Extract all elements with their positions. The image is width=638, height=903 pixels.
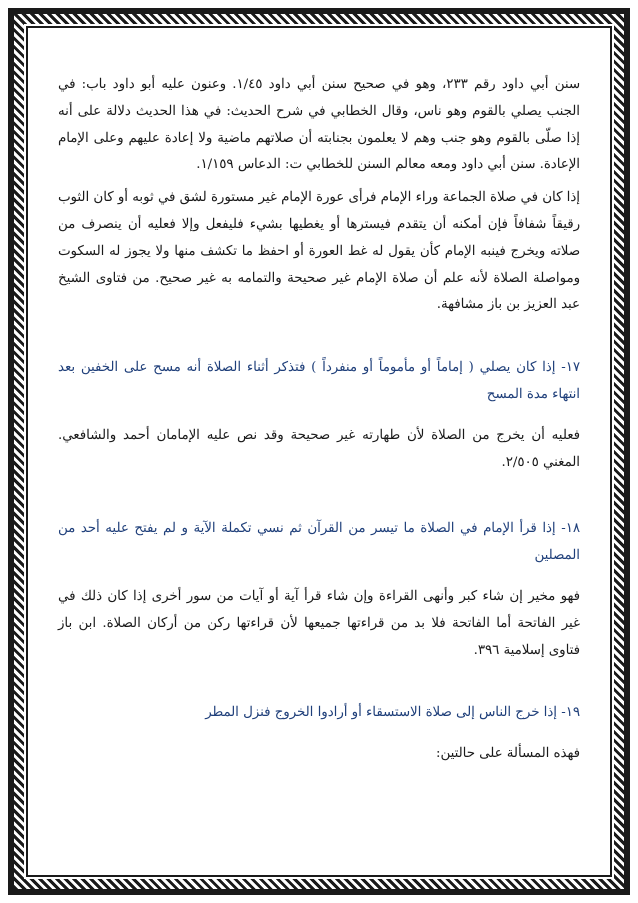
paragraph-imam-awrah: إذا كان في صلاة الجماعة وراء الإمام فرأى عورة الإمام غير مستورة لشق في ثوبه أو كان الثوب رقيقاً شفافاً فإن أمكنه أن يتقدم فيسترها أو يغطيها بشيء فليفعل وإلا فعليه أن ينصرف من صلاته ويخرج فينبه الإمام كأن يقول له غط العورة أو احفظ ما تكشف منها ولا يجوز له السكوت ومواصلة الصلاة لأنه علم أن صلاة الإمام غير صحيحة والتمامه به غير صحيح. من فتاوى الشيخ عبد العزيز بن باز مشافهة. [58, 190, 580, 313]
heading-case-18: ١٨- إذا قرأ الإمام في الصلاة ما تيسر من القرآن ثم نسي تكملة الآية و لم يفتح عليه أحد من المصلين [58, 521, 580, 564]
heading-case-17: ١٧- إذا كان يصلي ( إماماً أو مأموماً أو منفرداً ) فتذكر أثناء الصلاة أنه مسح على الخفين بعد انتهاء مدة المسح [58, 360, 580, 402]
paragraph-case-19-intro: فهذه المسألة على حالتين: [435, 746, 580, 762]
paragraph-case-17-answer: فعليه أن يخرج من الصلاة لأن طهارته غير صحيحة وقد نص عليه الإمامان أحمد والشافعي. المغني ٢/٥٠٥. [58, 427, 580, 470]
paragraph-hadith-reference: سنن أبي داود رقم ٢٣٣، وهو في صحيح سنن أبي داود ١/٤٥. وعنون عليه أبو داود باب: في الجنب يصلي بالقوم وهو ناس، وقال الخطابي في شرح الحديث: في هذا الحديث دلالة على أنه إذا صلّى بالقوم وهو جنب وهم لا يعلمون بجنابته أن صلاتهم ماضية ولا إعادة عليهم وعلى الإمام الإعادة. سنن أبي داود ومعه معالم السنن للخطابي ت: الدعاس ١/١٥٩. [58, 77, 581, 173]
document-body [58, 72, 580, 768]
heading-case-19: ١٩- إذا خرج الناس إلى صلاة الاستسقاء أو أرادوا الخروج فنزل المطر [205, 705, 580, 721]
paragraph-case-18-answer: فهو مخير إن شاء كبر وأنهى القراءة وإن شاء قرأ آية أو آيات من سور أخرى إذا كان ذلك في غير الفاتحة أما الفاتحة فلا بد من قراءتها جميعها لأن قراءتها ركن من أركان الصلاة. ابن باز فتاوى إسلامية ٣٩٦. [58, 588, 580, 658]
